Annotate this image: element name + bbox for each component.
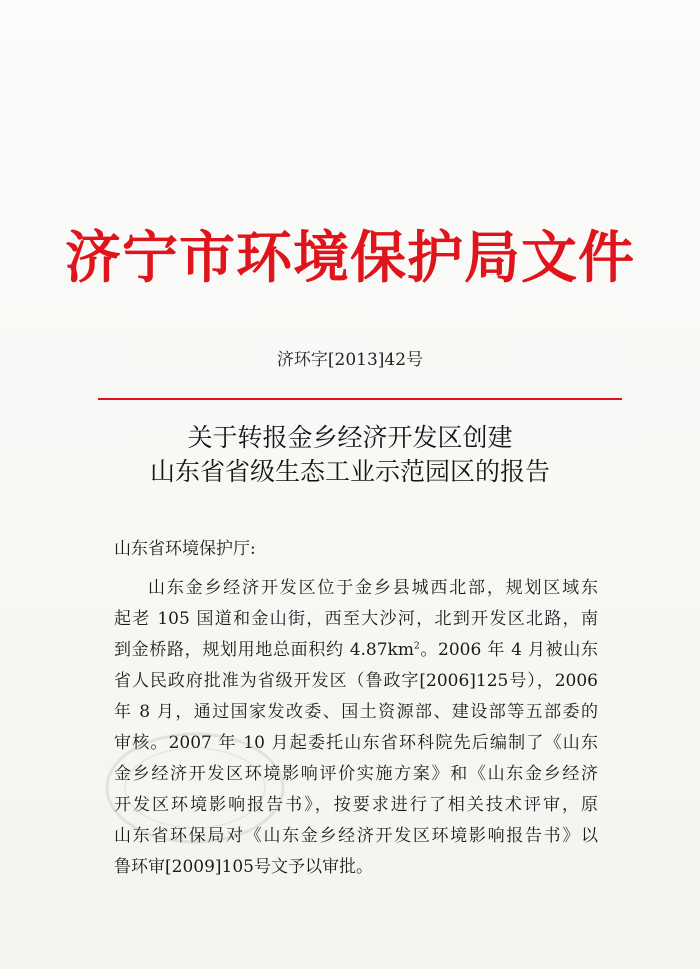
body-line-9: 山东省环保局对《山东金乡经济开发区环境影响报告书》以 [114, 826, 598, 846]
document-title-line-2: 山东省省级生态工业示范园区的报告 [149, 457, 550, 486]
body-line-3 [114, 635, 598, 660]
body-line-1: 山东金乡经济开发区位于金乡县城西北部，规划区域东 [148, 578, 598, 598]
area-unit-superscript: 2 [413, 641, 420, 652]
document-header-title: 济宁市环境保护局文件 [65, 225, 635, 291]
faint-seal-stamp [100, 728, 290, 848]
body-line-5: 年 8 月，通过国家发改委、国土资源部、建设部等五部委的 [114, 702, 598, 722]
body-line-2: 起老 105 国道和金山街，西至大沙河，北到开发区北路，南 [114, 609, 598, 629]
body-line-4: 省人民政府批准为省级开发区（鲁政字[2006]125号），2006 [114, 671, 598, 691]
body-line-3-tail: 。2006 年 4 月被山东 [419, 640, 598, 660]
body-line-6: 审核。2007 年 10 月起委托山东省环科院先后编制了《山东 [114, 733, 598, 753]
document-title-line-1: 关于转报金乡经济开发区创建 [187, 423, 513, 452]
body-line-8: 开发区环境影响报告书》，按要求进行了相关技术评审，原 [114, 795, 598, 815]
document-number: 济环字[2013]42号 [276, 350, 424, 370]
body-line-10: 鲁环审[2009]105号文予以审批。 [114, 857, 373, 877]
body-line-3-text: 到金桥路，规划用地总面积约 4.87km [114, 640, 414, 660]
red-divider-line [98, 398, 622, 400]
salutation: 山东省环境保护厅: [114, 539, 256, 559]
body-line-7: 金乡经济开发区环境影响评价实施方案》和《山东金乡经济 [114, 764, 598, 784]
